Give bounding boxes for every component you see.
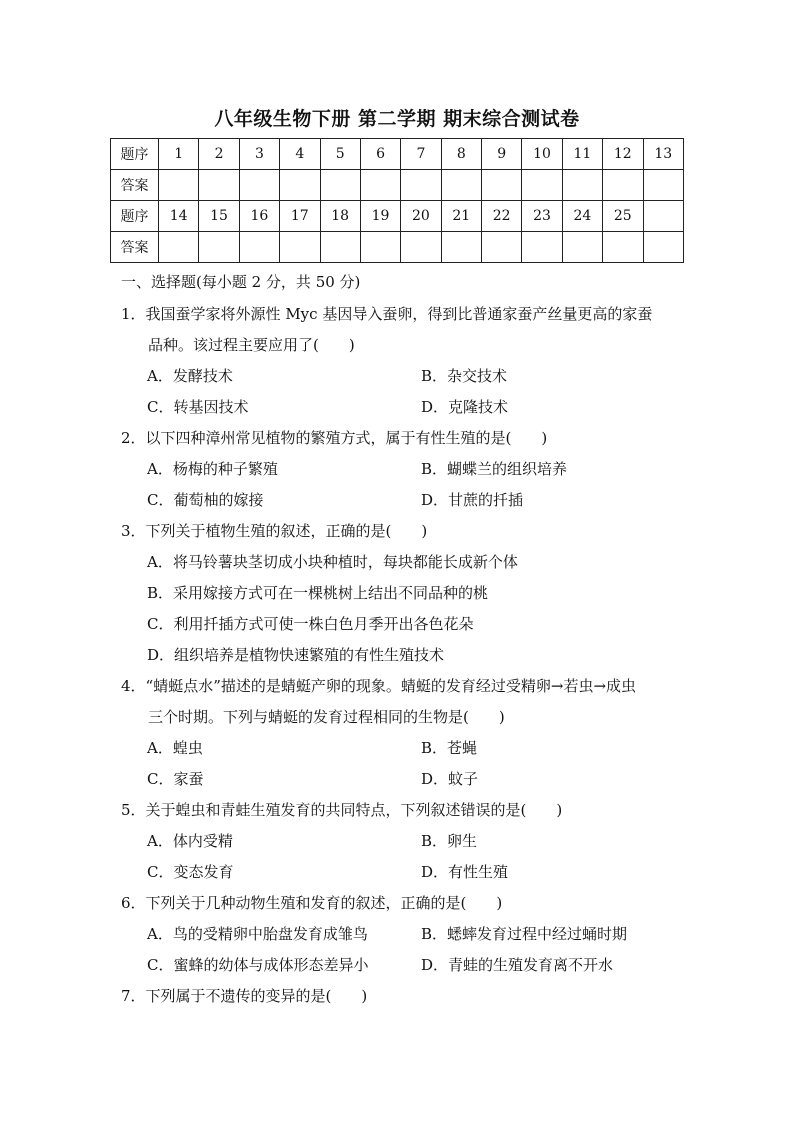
answer-option: B．采用嫁接方式可在一棵桃树上结出不同品种的桃 [147,584,489,602]
answer-option: B．蟋蟀发育过程中经过蛹时期 [421,925,628,943]
answer-row-label: 答案 [111,170,159,201]
answer-cell[interactable] [280,170,320,201]
question-number-cell: 22 [482,201,522,232]
answer-cell[interactable] [643,232,684,263]
exam-title: 八年级生物下册 第二学期 期末综合测试卷 [214,108,580,130]
number-row-label: 题序 [111,201,159,232]
question-number-cell: 7 [401,139,441,170]
answer-cell[interactable] [360,232,400,263]
question-number-cell: 21 [441,201,481,232]
answer-cell[interactable] [360,170,400,201]
question-stem: 6．下列关于几种动物生殖和发育的叙述，正确的是( ) [121,894,503,912]
question-number-cell: 9 [482,139,522,170]
answer-cell[interactable] [401,232,441,263]
answer-cell[interactable] [441,170,481,201]
question-number-cell: 15 [199,201,239,232]
answer-cell[interactable] [482,170,522,201]
question-stem: 2．以下四种漳州常见植物的繁殖方式，属于有性生殖的是( ) [121,429,548,447]
question-number-cell: 2 [199,139,239,170]
answer-option: A．杨梅的种子繁殖 [147,460,278,478]
answer-option: D．克隆技术 [421,398,509,416]
answer-table [110,138,684,263]
question-number-cell: 14 [159,201,199,232]
answer-cell[interactable] [562,170,602,201]
question-stem: 3．下列关于植物生殖的叙述，正确的是( ) [121,522,428,540]
answer-option: C．家蚕 [147,770,204,788]
answer-row-label: 答案 [111,232,159,263]
answer-option: D．组织培养是植物快速繁殖的有性生殖技术 [147,646,445,664]
question-stem: 4．“蜻蜓点水”描述的是蜻蜓产卵的现象。蜻蜓的发育经过受精卵→若虫→成虫 [121,677,637,695]
question-number-cell: 25 [603,201,643,232]
answer-option: D．青蛙的生殖发育离不开水 [421,956,614,974]
answer-cell[interactable] [159,170,199,201]
answer-option: B．卵生 [421,832,478,850]
question-stem-continued: 品种。该过程主要应用了( ) [148,336,355,354]
answer-cell[interactable] [280,232,320,263]
question-number-cell: 10 [522,139,562,170]
answer-option: A．发酵技术 [147,367,233,385]
answer-cell[interactable] [643,170,684,201]
question-number-cell: 24 [562,201,602,232]
answer-option: D．甘蔗的扦插 [421,491,524,509]
question-number-cell: 16 [239,201,279,232]
table-row-numbers-2 [111,201,684,232]
answer-option: C．葡萄柚的嫁接 [147,491,264,509]
answer-option: D．蚊子 [421,770,479,788]
question-number-cell: 20 [401,201,441,232]
question-number-cell: 17 [280,201,320,232]
answer-cell[interactable] [159,232,199,263]
answer-option: C．变态发育 [147,863,234,881]
answer-option: C．转基因技术 [147,398,249,416]
answer-cell[interactable] [199,232,239,263]
question-number-cell: 5 [320,139,360,170]
question-number-cell: 1 [159,139,199,170]
answer-cell[interactable] [239,232,279,263]
answer-option: C．蜜蜂的幼体与成体形态差异小 [147,956,369,974]
answer-cell[interactable] [522,232,562,263]
answer-option: B．苍蝇 [421,739,478,757]
table-row-answers-1 [111,170,684,201]
question-number-cell: 4 [280,139,320,170]
question-stem: 7．下列属于不遗传的变异的是( ) [121,987,368,1005]
question-number-cell: 23 [522,201,562,232]
answer-cell[interactable] [401,170,441,201]
answer-cell[interactable] [603,232,643,263]
answer-cell[interactable] [522,170,562,201]
answer-cell[interactable] [320,170,360,201]
question-number-cell: 3 [239,139,279,170]
question-number-cell: 11 [562,139,602,170]
question-number-cell: 18 [320,201,360,232]
table-row-answers-2 [111,232,684,263]
answer-option: B．蝴蝶兰的组织培养 [421,460,568,478]
answer-option: A．鸟的受精卵中胎盘发育成雏鸟 [147,925,368,943]
question-number-cell: 13 [643,139,684,170]
answer-cell[interactable] [199,170,239,201]
answer-cell[interactable] [239,170,279,201]
question-stem: 1．我国蚕学家将外源性 Myc 基因导入蚕卵，得到比普通家蚕产丝量更高的家蚕 [121,305,653,323]
question-number-cell: 19 [360,201,400,232]
answer-cell[interactable] [562,232,602,263]
answer-cell[interactable] [482,232,522,263]
answer-option: A．将马铃薯块茎切成小块种植时，每块都能长成新个体 [147,553,518,571]
number-row-label: 题序 [111,139,159,170]
answer-cell[interactable] [320,232,360,263]
answer-option: A．蝗虫 [147,739,203,757]
answer-option: B．杂交技术 [421,367,508,385]
answer-option: D．有性生殖 [421,863,509,881]
question-number-cell [643,201,684,232]
answer-option: C．利用扦插方式可使一株白色月季开出各色花朵 [147,615,474,633]
question-stem: 5．关于蝗虫和青蛙生殖发育的共同特点，下列叙述错误的是( ) [121,801,563,819]
answer-option: A．体内受精 [147,832,233,850]
question-stem-continued: 三个时期。下列与蜻蜓的发育过程相同的生物是( ) [148,708,505,726]
question-number-cell: 6 [360,139,400,170]
question-number-cell: 12 [603,139,643,170]
table-row-numbers-1 [111,139,684,170]
answer-cell[interactable] [603,170,643,201]
answer-cell[interactable] [441,232,481,263]
question-number-cell: 8 [441,139,481,170]
section-heading: 一、选择题(每小题 2 分，共 50 分) [121,273,361,291]
